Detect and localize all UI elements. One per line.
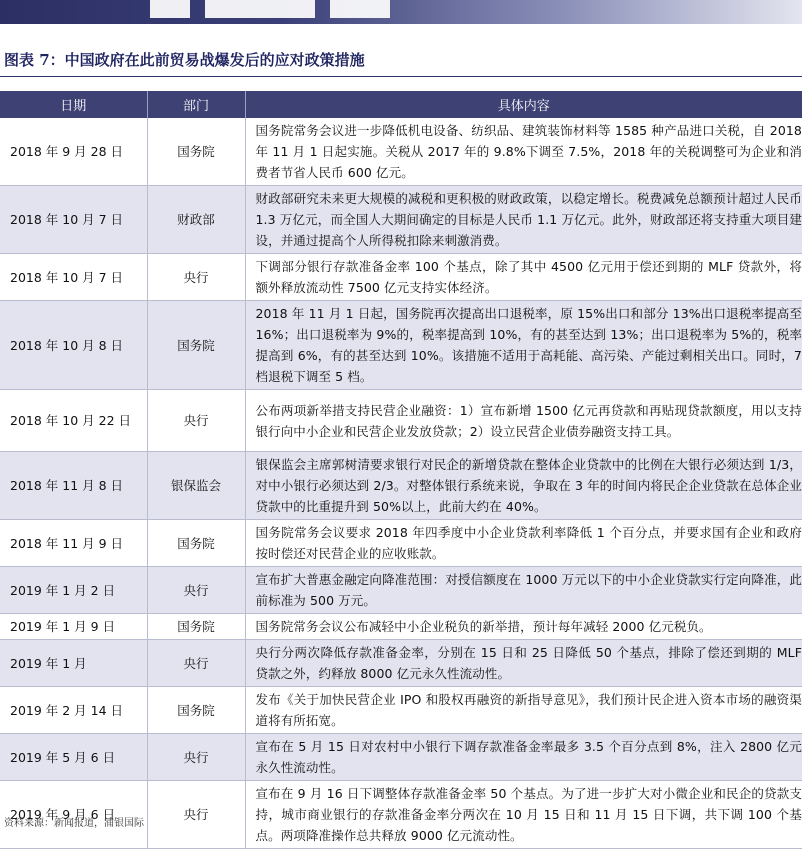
- header-band-block: [150, 0, 190, 18]
- header-department: 部门: [147, 91, 245, 118]
- row-date: 2019 年 1 月: [0, 640, 147, 687]
- table-row: [0, 390, 802, 452]
- table-row: [0, 186, 802, 254]
- row-content: 财政部研究未来更大规模的减税和更积极的财政政策，以稳定增长。税费减免总额预计超过人民币 1.3 万亿元，而全国人大期间确定的目标是人民币 1.1 万亿元。此外，财政部还将支持重大项目建设，并通过提高个人所得税扣除来刺激消费。: [245, 186, 802, 254]
- row-department: 央行: [147, 390, 245, 452]
- row-date: 2019 年 9 月 6 日: [0, 781, 147, 849]
- row-content: 国务院常务会议进一步降低机电设备、纺织品、建筑装饰材料等 1585 种产品进口关税，自 2018 年 11 月 1 日起实施。关税从 2017 年的 9.8%下调至 7.5%，2018 年的关税调整可为企业和消费者节省人民币 600 亿元。: [245, 118, 802, 186]
- row-department: 财政部: [147, 186, 245, 254]
- row-date: 2018 年 10 月 7 日: [0, 254, 147, 301]
- row-date: 2018 年 10 月 22 日: [0, 390, 147, 452]
- table-row: [0, 687, 802, 734]
- row-department: 央行: [147, 734, 245, 781]
- table-row: [0, 640, 802, 687]
- row-date: 2019 年 1 月 2 日: [0, 567, 147, 614]
- row-department: 国务院: [147, 520, 245, 567]
- row-date: 2018 年 10 月 7 日: [0, 186, 147, 254]
- caption-divider: [0, 76, 802, 77]
- row-department: 央行: [147, 781, 245, 849]
- table-row: [0, 452, 802, 520]
- row-date: 2018 年 10 月 8 日: [0, 301, 147, 390]
- table-header-row: [0, 91, 802, 118]
- row-content: 发布《关于加快民营企业 IPO 和股权再融资的新指导意见》，我们预计民企进入资本市场的融资渠道将有所拓宽。: [245, 687, 802, 734]
- table-row: [0, 254, 802, 301]
- row-department: 央行: [147, 567, 245, 614]
- header-band: [0, 0, 802, 24]
- row-content: 宣布在 5 月 15 日对农村中小银行下调存款准备金率最多 3.5 个百分点到 8%，注入 2800 亿元永久性流动性。: [245, 734, 802, 781]
- header-band-block: [205, 0, 315, 18]
- row-content: 银保监会主席郭树清要求银行对民企的新增贷款在整体企业贷款中的比例在大银行必须达到 1/3，对中小银行必须达到 2/3。对整体银行系统来说，争取在 3 年的时间内将民企企业贷款在总体企业贷款中的比重提升到 50%以上，此前大约在 40%。: [245, 452, 802, 520]
- row-content: 宣布在 9 月 16 日下调整体存款准备金率 50 个基点。为了进一步扩大对小微企业和民企的贷款支持，城市商业银行的存款准备金率分两次在 10 月 15 日和 11 月 15 日下调，共下调 100 个基点。两项降准操作总共释放 9000 亿元流动性。: [245, 781, 802, 849]
- row-department: 银保监会: [147, 452, 245, 520]
- row-content: 2018 年 11 月 1 日起，国务院再次提高出口退税率，原 15%出口和部分 13%出口退税率提高至 16%；出口退税率为 9%的，税率提高到 10%，有的甚至达到 13%；出口退税率为 5%的，税率提高到 6%，有的甚至达到 10%。该措施不适用于高耗能、高污染、产能过剩相关出口。同时，7 档退税下调至 5 档。: [245, 301, 802, 390]
- table-row: [0, 614, 802, 640]
- row-department: 国务院: [147, 614, 245, 640]
- table-row: [0, 301, 802, 390]
- source-note: 资料来源：新闻报道，浦银国际: [4, 818, 144, 829]
- row-department: 国务院: [147, 301, 245, 390]
- row-date: 2019 年 5 月 6 日: [0, 734, 147, 781]
- row-content: 央行分两次降低存款准备金率，分别在 15 日和 25 日降低 50 个基点，排除了偿还到期的 MLF 贷款之外，约释放 8000 亿元永久性流动性。: [245, 640, 802, 687]
- figure-caption: 图表 7：中国政府在此前贸易战爆发后的应对政策措施: [4, 51, 365, 69]
- row-content: 下调部分银行存款准备金率 100 个基点，除了其中 4500 亿元用于偿还到期的 MLF 贷款外，将额外释放流动性 7500 亿元支持实体经济。: [245, 254, 802, 301]
- row-date: 2019 年 2 月 14 日: [0, 687, 147, 734]
- table-row: [0, 567, 802, 614]
- header-band-block: [330, 0, 390, 18]
- row-department: 国务院: [147, 118, 245, 186]
- row-content: 宣布扩大普惠金融定向降准范围：对授信额度在 1000 万元以下的中小企业贷款实行定向降准，此前标准为 500 万元。: [245, 567, 802, 614]
- table-row: [0, 734, 802, 781]
- table-row: [0, 118, 802, 186]
- row-content: 国务院常务会议公布减轻中小企业税负的新举措，预计每年减轻 2000 亿元税负。: [245, 614, 802, 640]
- header-date: 日期: [0, 91, 147, 118]
- row-date: 2018 年 11 月 8 日: [0, 452, 147, 520]
- row-department: 国务院: [147, 687, 245, 734]
- row-content: 国务院常务会议要求 2018 年四季度中小企业贷款利率降低 1 个百分点，并要求国有企业和政府按时偿还对民营企业的应收账款。: [245, 520, 802, 567]
- row-content: 公布两项新举措支持民营企业融资：1）宣布新增 1500 亿元再贷款和再贴现贷款额度，用以支持银行向中小企业和民营企业发放贷款；2）设立民营企业债券融资支持工具。: [245, 390, 802, 452]
- table-row: [0, 520, 802, 567]
- row-department: 央行: [147, 254, 245, 301]
- row-date: 2018 年 9 月 28 日: [0, 118, 147, 186]
- header-content: 具体内容: [245, 91, 802, 118]
- row-date: 2018 年 11 月 9 日: [0, 520, 147, 567]
- policy-table: [0, 91, 802, 849]
- row-date: 2019 年 1 月 9 日: [0, 614, 147, 640]
- row-department: 央行: [147, 640, 245, 687]
